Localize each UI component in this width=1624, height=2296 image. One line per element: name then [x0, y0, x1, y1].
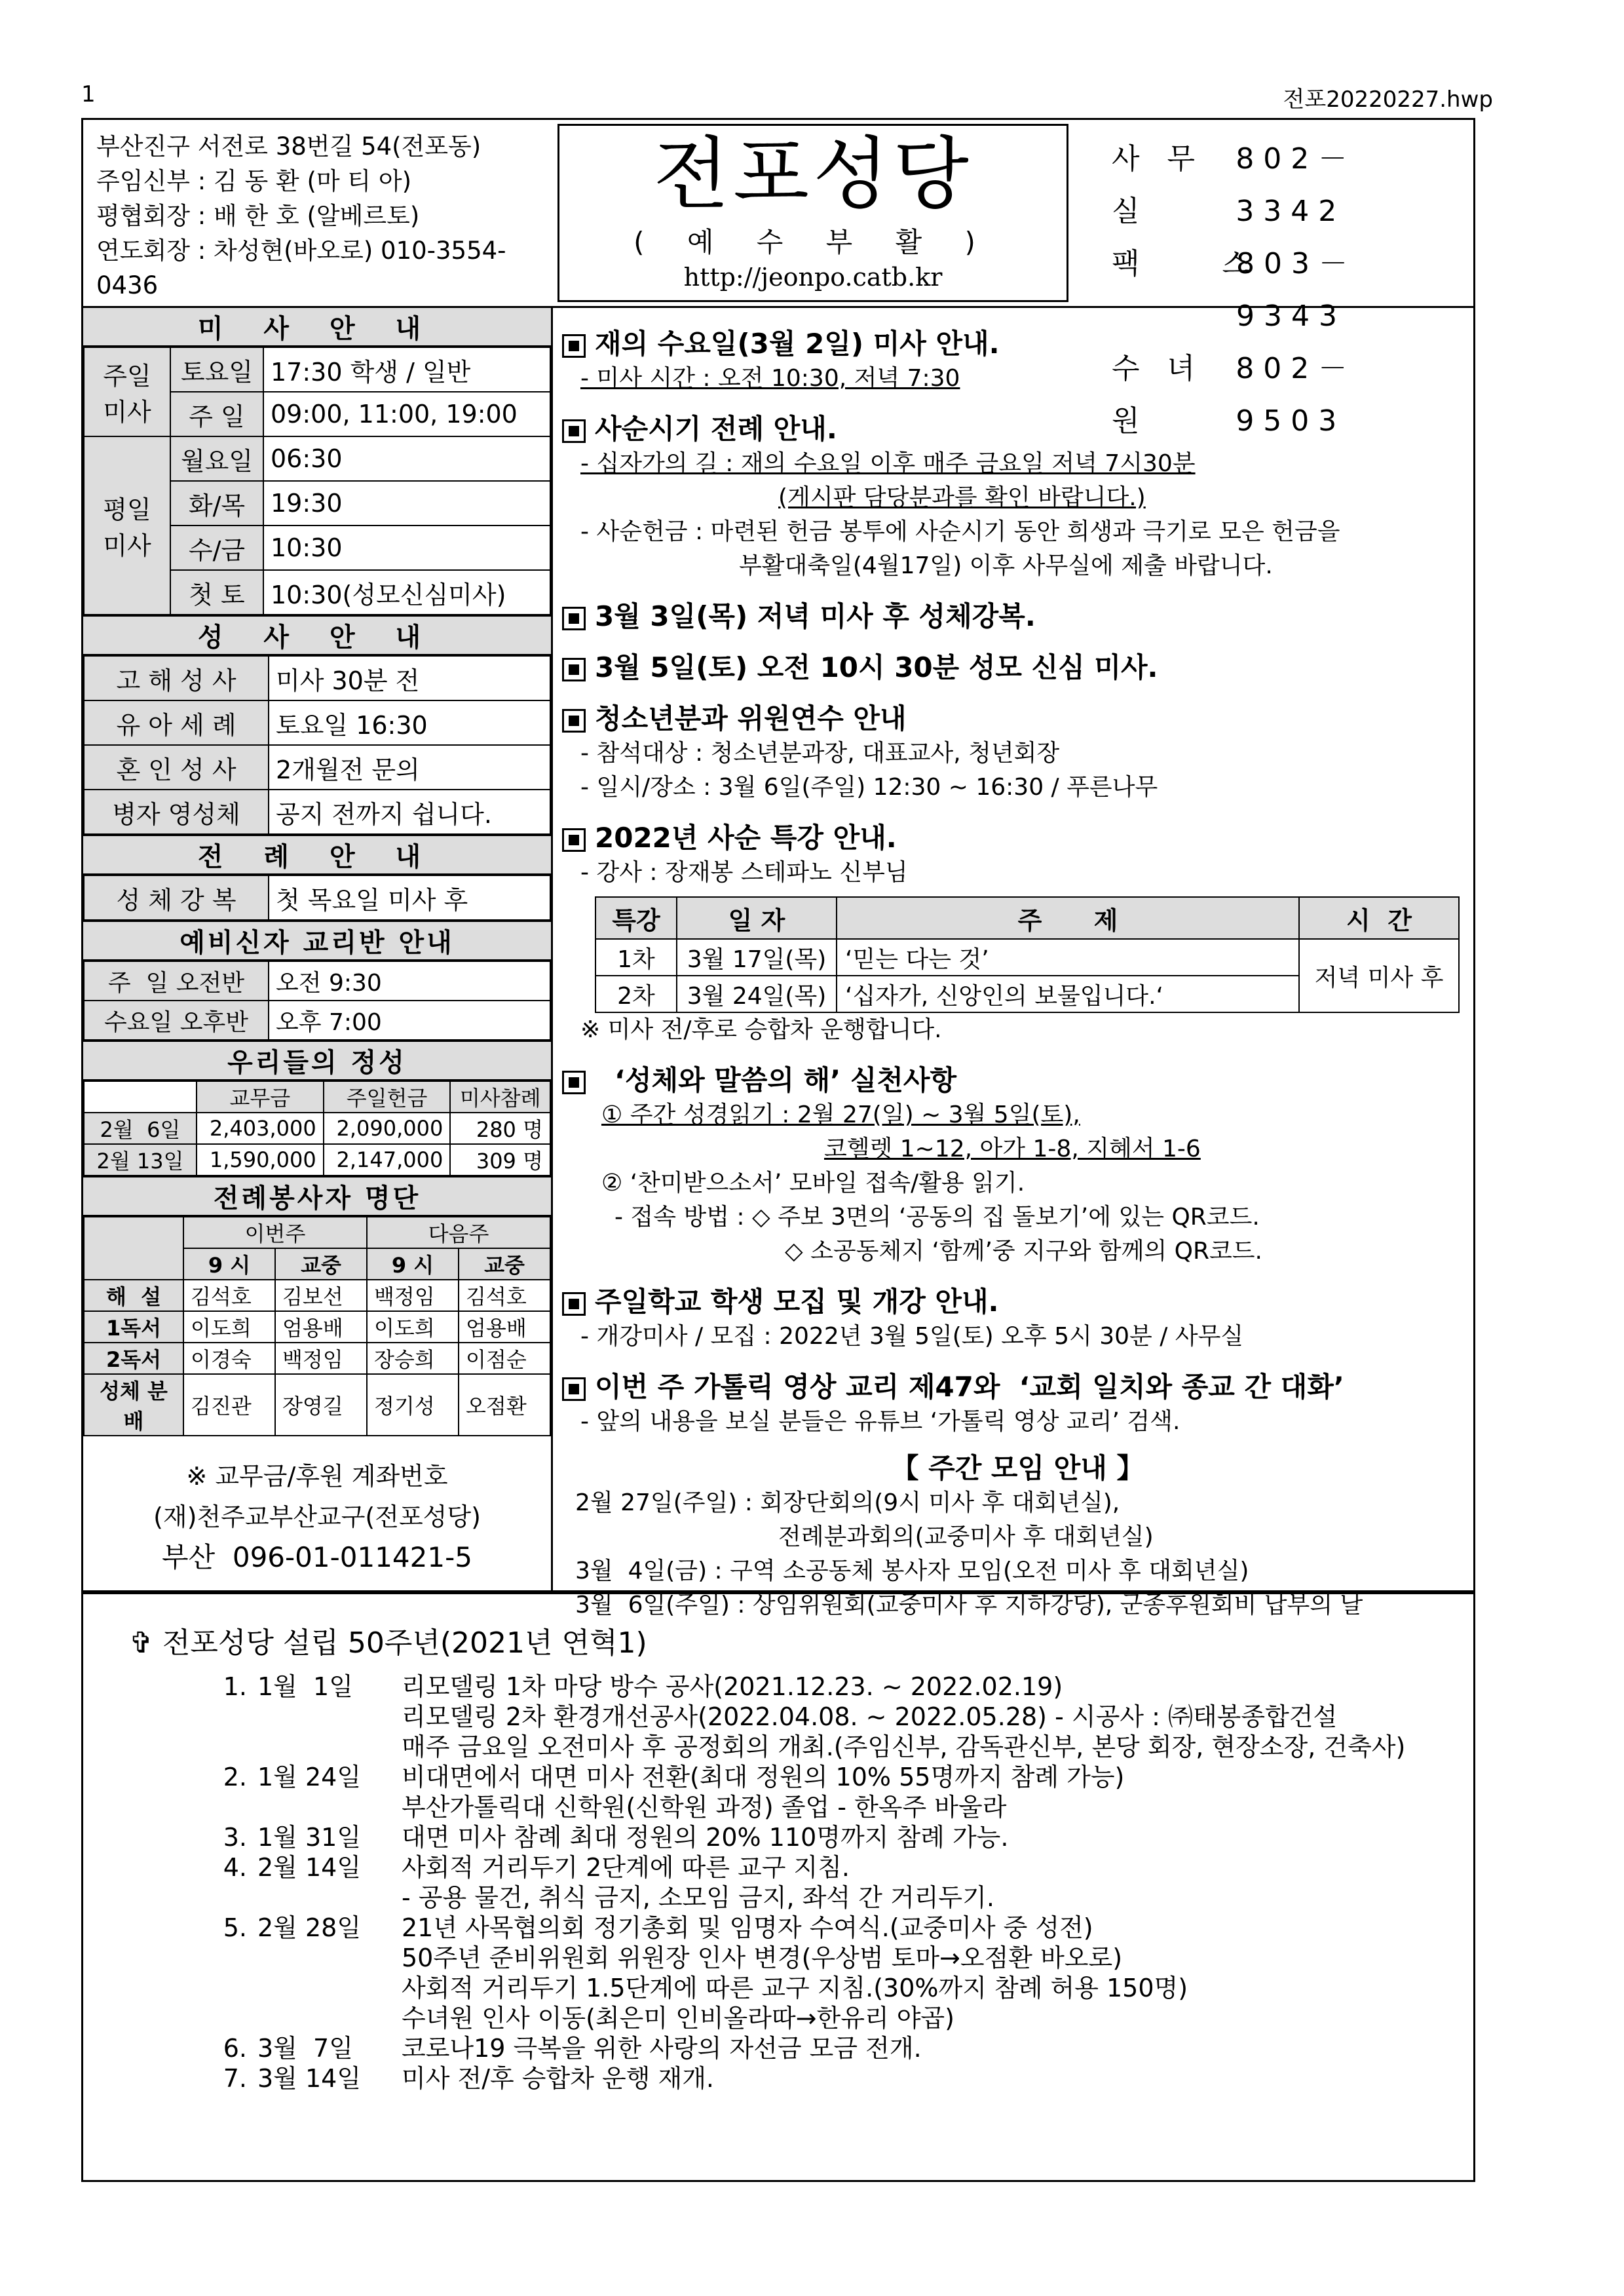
- notice-line: - 십자가의 길 : 재의 수요일 이후 매주 금요일 저녁 7시30분: [580, 450, 1196, 477]
- address: 부산진구 서전로 38번길 54(전포동): [96, 132, 482, 161]
- liturgy-table: 성 체 강 복 첫 목요일 미사 후: [83, 875, 551, 921]
- catechumen-table: 주 일 오전반 오전 9:30 수요일 오후반 오후 7:00: [83, 961, 551, 1041]
- notice-heading: 3월 5일(토) 오전 10시 30분 성모 신심 미사.: [562, 646, 1473, 685]
- notice-heading: ‘성체와 말씀의 해’ 실천사항: [562, 1059, 1473, 1098]
- list-item: 6. 3월 7일 코로나19 극복을 위한 사랑의 자선금 모금 전개.: [223, 2034, 922, 2063]
- meeting-line: 2월 27일(주일) : 회장단회의(9시 미사 후 대회년실),: [575, 1489, 1120, 1516]
- notice-heading: 주일학교 학생 모집 및 개강 안내.: [562, 1280, 1473, 1320]
- square-bullet-icon: [562, 1377, 586, 1401]
- contact-fax: 팩 스 803－9343: [1112, 247, 1357, 333]
- mass-title: 미 사 안 내: [83, 308, 551, 347]
- notice-line: - 개강미사 / 모집 : 2022년 3월 5일(토) 오후 5시 30분 / 사무실: [580, 1323, 1244, 1350]
- catechumen-title: 예비신자 교리반 안내: [83, 921, 551, 961]
- table-row: 1독서 이도희 엄용배 이도희 엄용배: [84, 1311, 550, 1343]
- lecture-table: 특강 일 자 주 제 시 간 1차 3월 17일(목) ‘믿는 다는 것’ 저녁 미사 후 2차 3월 24일(목) ‘십자가, 신앙인의 보물입니다.‘: [595, 896, 1460, 1013]
- square-bullet-icon: [562, 828, 586, 852]
- liturgy-title: 전 례 안 내: [83, 835, 551, 875]
- contact-convent: 수 녀 원 802－9503: [1112, 352, 1357, 438]
- donation-holder: (재)천주교부산교구(전포성당): [153, 1502, 481, 1531]
- notice-line: ◇ 소공동체지 ‘함께’중 지구와 함께의 QR코드.: [785, 1238, 1262, 1265]
- file-name: 전포20220227.hwp: [1283, 86, 1493, 113]
- meetings-title: 【 주간 모임 안내 】: [891, 1452, 1144, 1484]
- list-item: 부산가톨릭대 신학원(신학원 과정) 졸업 - 한옥주 바울라: [402, 1793, 1007, 1822]
- list-item: 50주년 준비위원회 위원장 인사 변경(우상범 토마→오점환 바오로): [402, 1943, 1123, 1972]
- notice-line: - 참석대상 : 청소년분과장, 대표교사, 청년회장: [580, 740, 1060, 767]
- parish-info: [96, 129, 561, 303]
- square-bullet-icon: [562, 1292, 586, 1316]
- weekday-label: 평일 미사: [84, 436, 170, 615]
- list-item: 리모델링 2차 환경개선공사(2022.04.08. ~ 2022.05.28) - 시공사 : ㈜태봉종합건설: [402, 1702, 1338, 1731]
- square-bullet-icon: [562, 1071, 586, 1094]
- history-section: [81, 1592, 1475, 2182]
- table-row: 2독서 이경숙 백정임 장승희 이점순: [84, 1343, 550, 1374]
- square-bullet-icon: [562, 419, 586, 443]
- lecture-note: ※ 미사 전/후로 승합차 운행합니다.: [580, 1016, 942, 1043]
- donation-title: ※ 교무금/후원 계좌번호: [186, 1462, 448, 1491]
- notice-line: - 미사 시간 : 오전 10:30, 저녁 7:30: [580, 365, 960, 392]
- notice-heading: 2022년 사순 특강 안내.: [562, 816, 1473, 856]
- history-list: [83, 1672, 1473, 2094]
- list-item: 매주 금요일 오전미사 후 공정회의 개최.(주임신부, 감독관신부, 본당 회장, 현장소장, 건축사): [402, 1732, 1406, 1761]
- notice-line: - 강사 : 장재봉 스테파노 신부님: [580, 859, 908, 886]
- list-item: 2. 1월 24일 비대면에서 대면 미사 전환(최대 정원의 10% 55명까지 참례 가능): [223, 1763, 1125, 1791]
- notice-line: ① 주간 성경읽기 : 2월 27(일) ~ 3월 5일(토),: [601, 1101, 1080, 1128]
- list-item: 3. 1월 31일 대면 미사 참례 최대 정원의 20% 110명까지 참례 가능.: [223, 1823, 1009, 1852]
- servers-title: 전례봉사자 명단: [83, 1176, 551, 1216]
- table-row: 1차 3월 17일(목) ‘믿는 다는 것’ 저녁 미사 후: [595, 939, 1459, 976]
- notice-line: ② ‘찬미받으소서’ 모바일 접속/활용 읽기.: [601, 1170, 1025, 1196]
- website-link[interactable]: http://jeonpo.catb.kr: [683, 263, 943, 292]
- offerings-title: 우리들의 정성: [83, 1041, 551, 1081]
- parish-title: 전포성당: [653, 129, 973, 220]
- square-bullet-icon: [562, 709, 586, 733]
- donation-info: [83, 1436, 551, 1578]
- left-column: [81, 308, 553, 1592]
- meeting-line: 3월 6일(주일) : 상임위원회(교중미사 후 지하강당), 군종후원회비 납부의 날: [575, 1592, 1363, 1618]
- square-bullet-icon: [562, 658, 586, 681]
- notice-heading: 청소년분과 위원연수 안내: [562, 697, 1473, 737]
- list-item: 1. 1월 1일 리모델링 1차 마당 방수 공사(2021.12.23. ~ 2022.02.19): [223, 1672, 1063, 1701]
- notice-line: 코헬렛 1~12, 아가 1-8, 지혜서 1-6: [824, 1136, 1201, 1162]
- legion-president: 연도회장 : 차성현(바오로) 010-3554-0436: [96, 237, 506, 299]
- offerings-table: 교무금 주일헌금 미사참례 2월 6일 2,403,000 2,090,000 280 명 2월 13일 1,590,000 2,147,000 309 명: [83, 1081, 551, 1176]
- servers-table: 이번주 다음주 9 시 교중 9 시 교중 해 설 김석호 김보선 백정임 김석호 1독서 이도희 엄용배 이도희 엄용배 2독서 이경숙 백정임 장승희 이점순 성체 분배 김진관 장영길 정기성 오점환: [83, 1216, 551, 1436]
- notice-heading: 3월 3일(목) 저녁 미사 후 성체강복.: [562, 595, 1473, 634]
- list-item: 5. 2월 28일 21년 사목협의회 정기총회 및 임명자 수여식.(교중미사 중 성전): [223, 1913, 1093, 1942]
- square-bullet-icon: [562, 334, 586, 358]
- sacraments-table: 고 해 성 사 미사 30분 전 유 아 세 례 토요일 16:30 혼 인 성 사 2개월전 문의 병자 영성체 공지 전까지 쉽니다.: [83, 655, 551, 835]
- meeting-line: 3월 4일(금) : 구역 소공동체 봉사자 모임(오전 미사 후 대회년실): [575, 1558, 1249, 1584]
- sunday-label: 주일 미사: [84, 347, 170, 436]
- page-number: 1: [81, 81, 96, 107]
- notice-heading: 재의 수요일(3월 2일) 미사 안내.: [562, 322, 1473, 362]
- list-item: - 공용 물건, 취식 금지, 소모임 금지, 좌석 간 거리두기.: [402, 1883, 994, 1912]
- history-title: ✞ 전포성당 설립 50주년(2021년 연혁1): [129, 1626, 647, 1660]
- notices-column: [553, 308, 1475, 1618]
- list-item: 수녀원 인사 이동(최은미 인비올라따→한유리 야곱): [402, 2004, 954, 2033]
- mass-table: 주일 미사 토요일 17:30 학생 / 일반 주 일 09:00, 11:00, 19:00 평일 미사 월요일 06:30 화/목 19:30 수/금 10:30 첫 토 10:30(성모신심미사): [83, 347, 551, 615]
- table-row: 2월 6일 2,403,000 2,090,000 280 명: [84, 1113, 550, 1144]
- list-item: 7. 3월 14일 미사 전/후 승합차 운행 재개.: [223, 2064, 714, 2093]
- notice-line: - 사순헌금 : 마련된 헌금 봉투에 사순시기 동안 희생과 극기로 모은 헌금을: [580, 518, 1340, 545]
- table-row: 성체 분배 김진관 장영길 정기성 오점환: [84, 1374, 550, 1436]
- notice-line: (게시판 담당분과를 확인 바랍니다.): [778, 484, 1146, 511]
- notice-line: - 접속 방법 : ◇ 주보 3면의 ‘공동의 집 돌보기’에 있는 QR코드.: [614, 1204, 1260, 1231]
- notice-line: - 앞의 내용을 보실 분들은 유튜브 ‘가톨릭 영상 교리’ 검색.: [580, 1408, 1180, 1435]
- square-bullet-icon: [562, 607, 586, 630]
- list-item: 사회적 거리두기 1.5단계에 따른 교구 지침.(30%까지 참례 허용 150명): [402, 1974, 1188, 2002]
- pastor: 주임신부 : 김 동 환 (마 티 아): [96, 167, 412, 195]
- notice-heading: 사순시기 전례 안내.: [562, 408, 1473, 447]
- table-row: 해 설 김석호 김보선 백정임 김석호: [84, 1280, 550, 1311]
- notice-line: - 일시/장소 : 3월 6일(주일) 12:30 ~ 16:30 / 푸른나무: [580, 774, 1158, 801]
- title-box: [557, 124, 1068, 302]
- contact-office: 사 무 실 802－3342: [1112, 142, 1357, 228]
- donation-account: 부산 096-01-011421-5: [162, 1541, 472, 1573]
- liturgical-season: ( 예 수 부 활 ): [633, 226, 992, 258]
- table-row: 2차 3월 24일(목) ‘십자가, 신앙인의 보물입니다.‘: [595, 976, 1459, 1012]
- council-president: 평협회장 : 배 한 호 (알베르토): [96, 202, 420, 230]
- list-item: 4. 2월 14일 사회적 거리두기 2단계에 따른 교구 지침.: [223, 1853, 850, 1882]
- notice-line: 부활대축일(4월17일) 이후 사무실에 제출 바랍니다.: [739, 552, 1273, 579]
- table-row: 2월 13일 1,590,000 2,147,000 309 명: [84, 1144, 550, 1176]
- sacraments-title: 성 사 안 내: [83, 615, 551, 655]
- notice-heading: 이번 주 가톨릭 영상 교리 제47와 ‘교회 일치와 종교 간 대화’: [562, 1366, 1473, 1405]
- meeting-line: 전례분과회의(교중미사 후 대회년실): [778, 1523, 1154, 1550]
